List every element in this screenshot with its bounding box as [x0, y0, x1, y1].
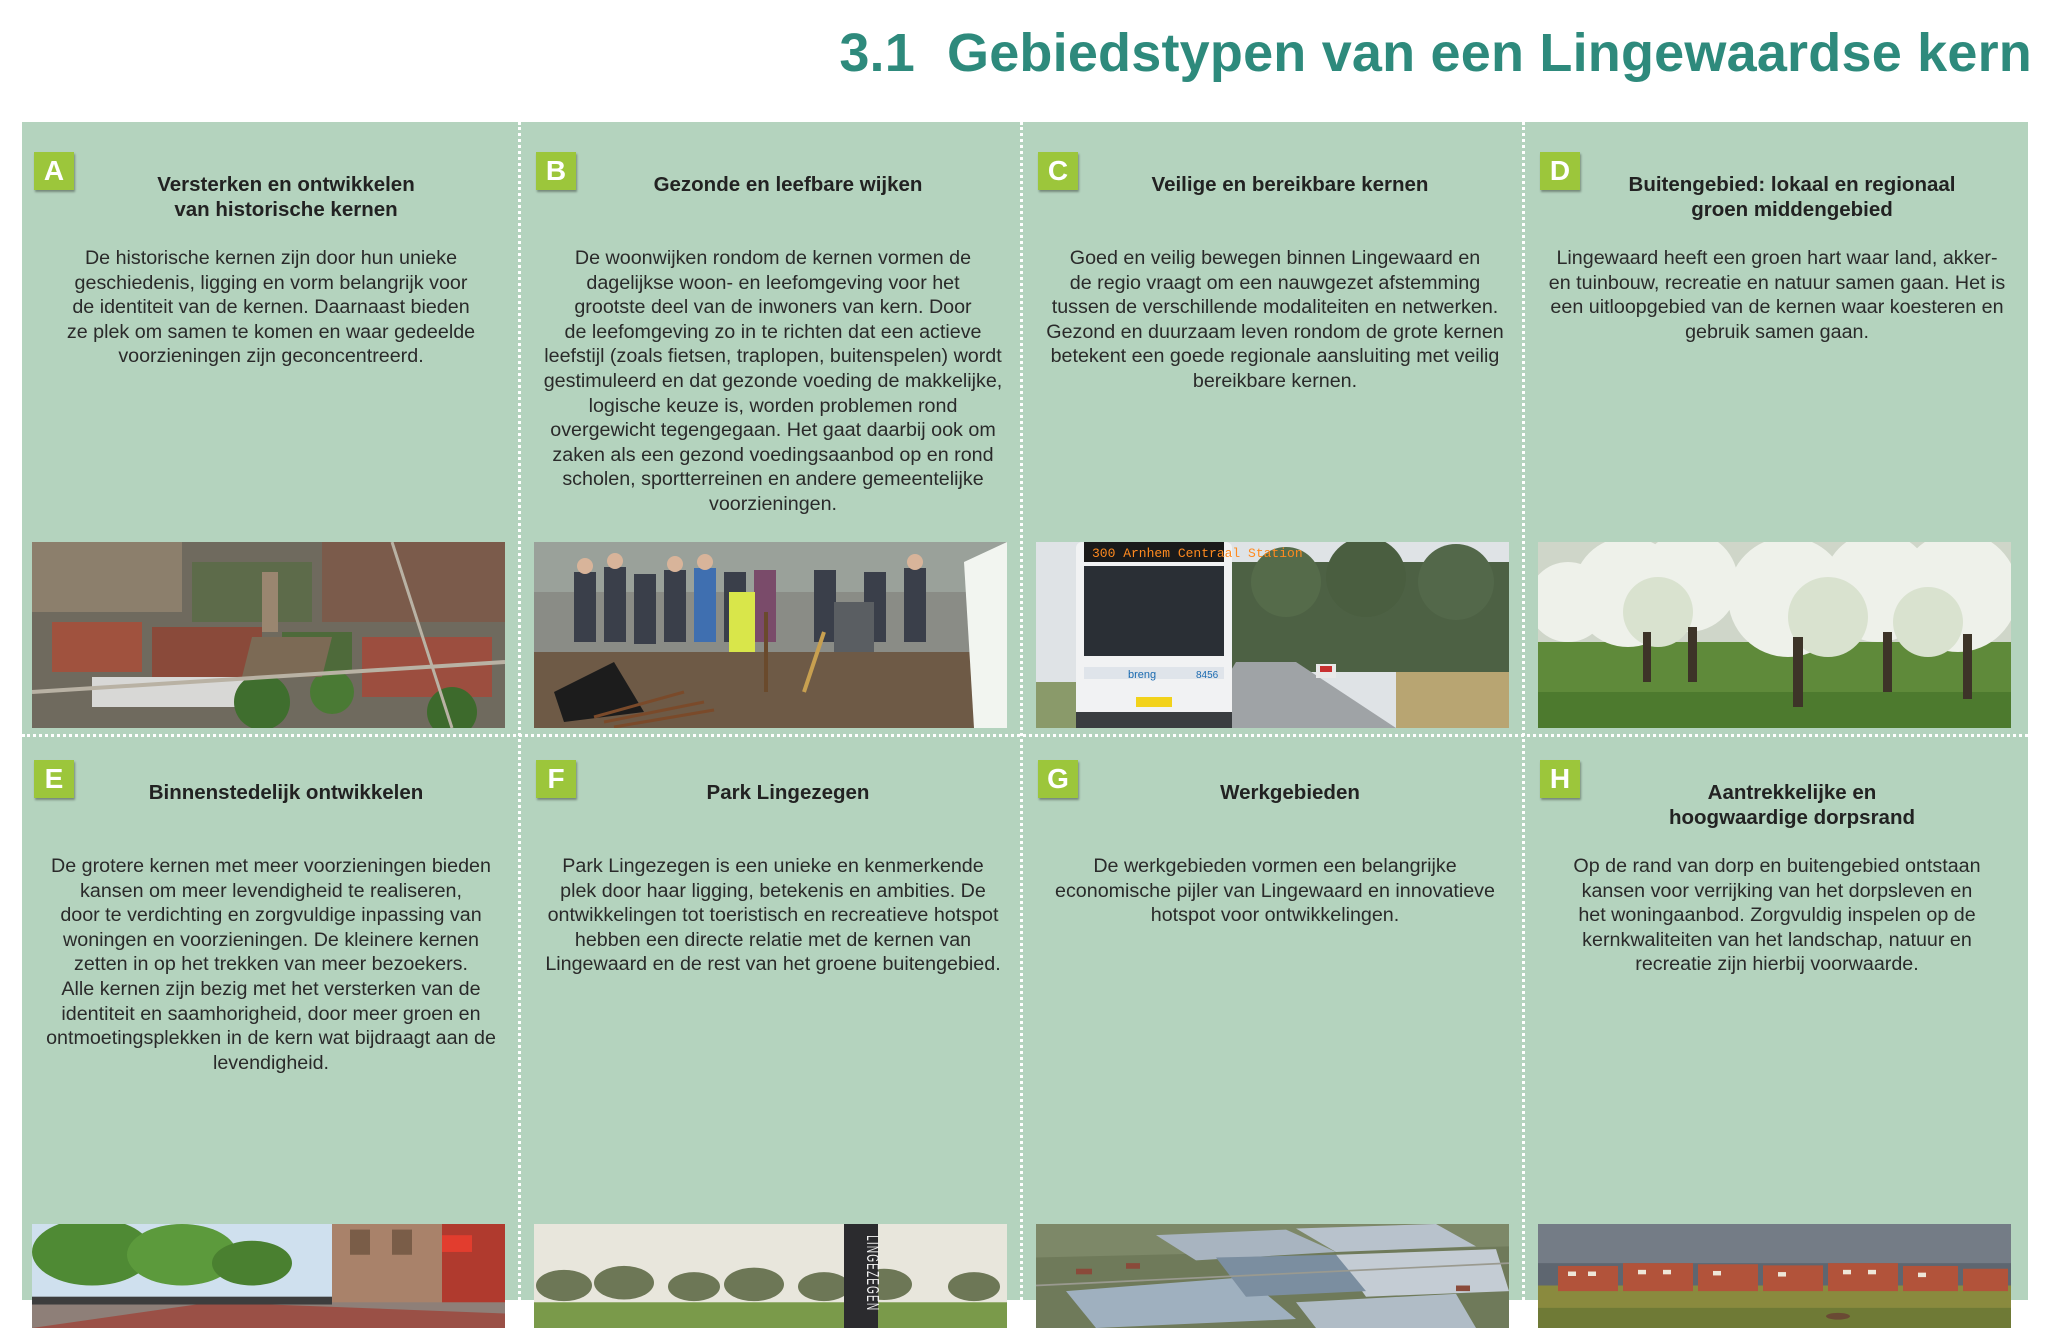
- card-title-line: Buitengebied: lokaal en regionaal: [1628, 173, 1956, 196]
- village-edge-houses-photo: [1538, 1224, 2011, 1328]
- body-line: het woningaanbod. Zorgvuldig inspelen op de: [1578, 904, 1976, 927]
- body-line: en tuinbouw, recreatie en natuur samen gaan. Het is: [1548, 271, 2006, 294]
- card-d: [1528, 122, 2026, 726]
- card-description: [1030, 854, 1520, 928]
- card-f: [524, 730, 1022, 1334]
- body-line: recreatie zijn hierbij voorwaarde.: [1635, 953, 1919, 976]
- body-line: Gezond en duurzaam leven rondom de grote kernen: [1046, 320, 1504, 343]
- body-line: overgewicht tegengegaan. Het gaat daarbij ook om: [550, 419, 996, 442]
- body-line: hotspot voor ontwikkelingen.: [1150, 904, 1400, 927]
- body-line: plek door haar ligging, betekenis en ambities. De: [560, 879, 986, 902]
- body-line: hebben een directe relatie met de kernen van: [574, 928, 972, 951]
- card-title-line: Aantrekkelijke en: [1707, 781, 1877, 804]
- card-description: [528, 246, 1018, 517]
- body-line: geschiedenis, ligging en vorm belangrijk voor: [74, 271, 468, 294]
- card-title-line: van historische kernen: [174, 198, 398, 221]
- aerial-historic-town-photo: [32, 542, 505, 728]
- body-line: de identiteit van de kernen. Daarnaast bieden: [72, 296, 470, 319]
- body-line: betekent een goede regionale aansluiting met veilig: [1050, 345, 1500, 368]
- body-line: Goed en veilig bewegen binnen Lingewaard en: [1069, 247, 1481, 269]
- body-line: kansen voor verrijking van het dorpsleven en: [1581, 879, 1973, 902]
- card-title: Gezonde en leefbare wijken: [653, 173, 923, 196]
- card-a: [22, 122, 520, 726]
- body-line: gebruik samen gaan.: [1685, 320, 1869, 343]
- card-description: [26, 854, 516, 1075]
- body-line: woningen en voorzieningen. De kleinere kernen: [63, 928, 479, 951]
- body-line: identiteit en saamhorigheid, door meer groen en: [61, 1002, 481, 1025]
- card-title: Park Lingezegen: [706, 781, 870, 804]
- bus-route-sign: 300 Arnhem Centraal Station: [1092, 546, 1303, 561]
- bus-brand-label: breng: [1128, 669, 1157, 681]
- body-line: de regio vraagt om een nauwgezet afstemming: [1069, 271, 1481, 294]
- section-title: Gebiedstypen van een Lingewaardse kern: [947, 23, 2032, 83]
- area-types-panel: [22, 122, 2028, 1312]
- body-line: Lingewaard en de rest van het groene buitengebied.: [545, 953, 1001, 976]
- body-line: Park Lingezegen is een unieke en kenmerkende: [562, 855, 984, 877]
- body-line: Lingewaard heeft een groen hart waar land, akker-: [1556, 247, 1998, 269]
- body-line: logische keuze is, worden problemen rond: [588, 394, 958, 417]
- body-line: gestimuleerd en dat gezonde voeding de makkelijke,: [543, 369, 1003, 392]
- body-line: kernkwaliteiten van het landschap, natuur en: [1582, 928, 1972, 951]
- card-h: [1528, 730, 2026, 1334]
- card-title-line: groen middengebied: [1691, 198, 1893, 221]
- card-description: [26, 246, 516, 369]
- card-letter-badge: F: [536, 760, 576, 798]
- body-line: De grotere kernen met meer voorzieningen bieden: [51, 855, 491, 877]
- body-line: De historische kernen zijn door hun unieke: [84, 247, 458, 269]
- card-letter-badge: E: [34, 760, 74, 798]
- body-line: De werkgebieden vormen een belangrijke: [1093, 855, 1457, 877]
- body-line: bereikbare kernen.: [1192, 369, 1358, 392]
- body-line: dagelijkse woon- en leefomgeving voor het: [586, 271, 960, 294]
- card-title: Veilige en bereikbare kernen: [1151, 173, 1429, 196]
- card-title-line: Versterken en ontwikkelen: [157, 173, 415, 196]
- body-line: zaken als een gezond voedingsaanbod op en rond: [552, 443, 994, 466]
- card-letter-badge: D: [1540, 152, 1580, 190]
- card-letter-badge: H: [1540, 760, 1580, 798]
- page-title: [839, 22, 2032, 84]
- card-letter-badge: C: [1038, 152, 1078, 190]
- body-line: De woonwijken rondom de kernen vormen de: [574, 247, 972, 269]
- section-number: 3.1: [839, 23, 915, 83]
- card-title: Binnenstedelijk ontwikkelen: [148, 781, 424, 804]
- bus-on-road-photo: [1036, 542, 1509, 728]
- body-line: leefstijl (zoals fietsen, traplopen, buitenspelen) wordt: [544, 345, 1002, 368]
- card-title-line: hoogwaardige dorpsrand: [1668, 806, 1916, 829]
- card-description: [1532, 854, 2022, 977]
- card-title: [1568, 780, 2016, 830]
- card-title: Werkgebieden: [1220, 781, 1360, 804]
- card-letter-badge: B: [536, 152, 576, 190]
- body-line: voorzieningen zijn geconcentreerd.: [118, 345, 424, 368]
- body-line: een uitloopgebied van de kernen waar koesteren en: [1550, 296, 2004, 319]
- town-square-church-photo: [32, 1224, 505, 1328]
- body-line: ontmoetingsplekken in de kern wat bijdraagt aan de: [46, 1027, 496, 1050]
- card-description: [1532, 246, 2022, 344]
- card-e: [22, 730, 520, 1334]
- body-line: ze plek om samen te komen en waar gedeelde: [66, 320, 476, 343]
- body-line: ontwikkelingen tot toeristisch en recreatieve hotspot: [547, 904, 999, 927]
- body-line: economische pijler van Lingewaard en innovatieve: [1055, 879, 1495, 902]
- body-line: Alle kernen zijn bezig met het versterken van de: [61, 977, 481, 1000]
- body-line: kansen om meer levendigheid te realiseren,: [80, 879, 462, 902]
- card-c: [1026, 122, 1524, 726]
- card-title: [1568, 172, 2016, 222]
- body-line: grootste deel van de inwoners van kern. Door: [574, 296, 972, 319]
- card-letter-badge: G: [1038, 760, 1078, 798]
- tree-planting-crowd-photo: [534, 542, 1007, 728]
- body-line: voorzieningen.: [708, 492, 838, 515]
- body-line: Op de rand van dorp en buitengebied ontstaan: [1573, 855, 1981, 877]
- body-line: levendigheid.: [212, 1051, 330, 1074]
- body-line: zetten in op het trekken van meer bezoekers.: [74, 953, 468, 976]
- body-line: scholen, sportterreinen en andere gemeentelijke: [562, 468, 984, 491]
- card-letter-badge: A: [34, 152, 74, 190]
- card-g: [1026, 730, 1524, 1334]
- park-lingezegen-photo: [534, 1224, 1007, 1328]
- body-line: door te verdichting en zorgvuldige inpassing van: [60, 904, 482, 927]
- park-pillar-text: LINGEZEGEN: [862, 1235, 882, 1312]
- greenhouse-aerial-photo: [1036, 1224, 1509, 1328]
- blossoming-orchard-photo: [1538, 542, 2011, 728]
- body-line: de leefomgeving zo in te richten dat een actieve: [564, 320, 982, 343]
- bus-number-label: 8456: [1196, 670, 1219, 681]
- body-line: tussen de verschillende modaliteiten en netwerken.: [1051, 296, 1499, 319]
- card-description: [1030, 246, 1520, 394]
- card-b: [524, 122, 1022, 726]
- card-title: [62, 172, 510, 222]
- card-description: [528, 854, 1018, 977]
